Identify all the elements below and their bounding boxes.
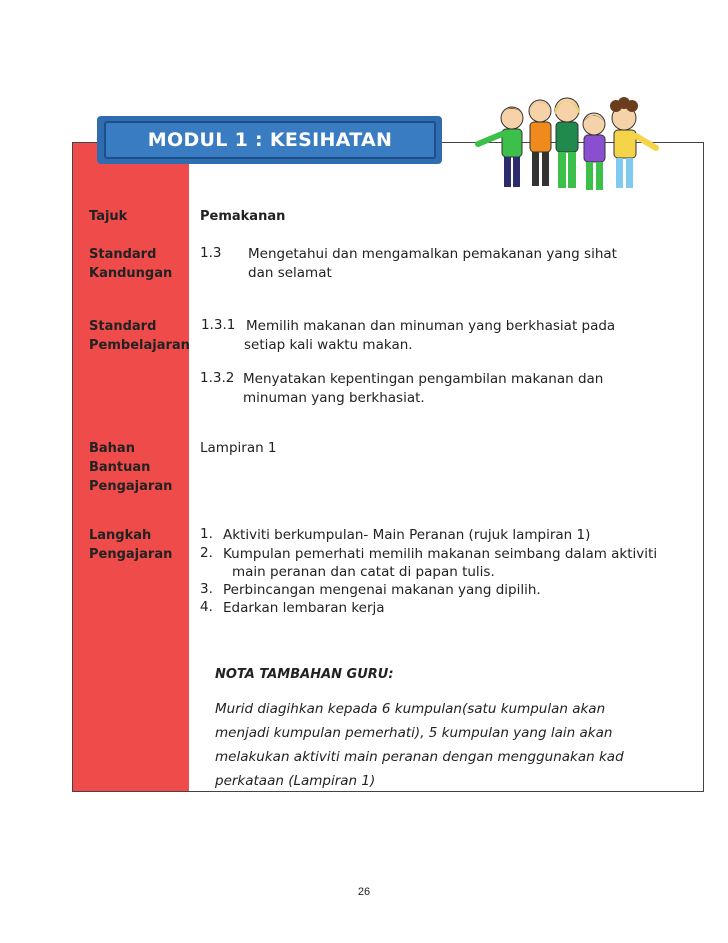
- label-bahan-1: Bahan: [89, 441, 135, 456]
- child-figure: [610, 97, 656, 188]
- label-bahan-2: Bantuan: [89, 460, 151, 475]
- standard-kandungan-text-1: Mengetahui dan mengamalkan pemakanan yang sihat: [248, 246, 617, 262]
- value-tajuk: Pemakanan: [200, 209, 286, 224]
- sp-item-line2: minuman yang berkhasiat.: [243, 390, 425, 406]
- label-standard-pembelajaran-1: Standard: [89, 319, 157, 334]
- label-standard-kandungan-2: Kandungan: [89, 266, 173, 281]
- step-text-continued: main peranan dan catat di papan tulis.: [232, 564, 495, 580]
- note-line: perkataan (Lampiran 1): [215, 773, 376, 789]
- note-line: melakukan aktiviti main peranan dengan menggunakan kad: [215, 749, 624, 765]
- step-number: 1.: [200, 526, 213, 542]
- sp-item-number: 1.3.2: [200, 370, 235, 386]
- step-number: 3.: [200, 581, 213, 597]
- sp-item-line1: Menyatakan kepentingan pengambilan makanan dan: [243, 371, 604, 387]
- label-langkah-1: Langkah: [89, 528, 152, 543]
- page-number: 26: [357, 886, 371, 898]
- sp-item-line2: setiap kali waktu makan.: [244, 337, 413, 353]
- step-text: Edarkan lembaran kerja: [223, 600, 385, 616]
- module-title: MODUL 1 : KESIHATAN FIZIKAL: [147, 129, 393, 189]
- sp-item-number: 1.3.1: [201, 317, 236, 333]
- step-number: 2.: [200, 545, 213, 561]
- standard-kandungan-number: 1.3: [200, 245, 222, 261]
- note-line: menjadi kumpulan pemerhati), 5 kumpulan yang lain akan: [215, 725, 613, 741]
- value-bahan: Lampiran 1: [200, 440, 277, 456]
- step-text: Aktiviti berkumpulan- Main Peranan (rujuk lampiran 1): [223, 527, 591, 543]
- step-text: Kumpulan pemerhati memilih makanan seimbang dalam aktiviti: [223, 546, 658, 562]
- label-langkah-2: Pengajaran: [89, 547, 173, 562]
- step-text: Perbincangan mengenai makanan yang dipilih.: [223, 582, 541, 598]
- label-tajuk: Tajuk: [89, 209, 128, 224]
- child-figure: [529, 100, 551, 186]
- sp-item-line1: Memilih makanan dan minuman yang berkhasiat pada: [246, 318, 616, 334]
- label-bahan-3: Pengajaran: [89, 479, 173, 494]
- standard-kandungan-text-2: dan selamat: [248, 265, 332, 281]
- label-standard-pembelajaran-2: Pembelajaran: [89, 338, 190, 353]
- child-figure: [478, 107, 523, 187]
- label-standard-kandungan-1: Standard: [89, 247, 157, 262]
- children-illustration: [472, 96, 662, 201]
- child-figure: [583, 113, 605, 190]
- note-line: Murid diagihkan kepada 6 kumpulan(satu kumpulan akan: [215, 701, 606, 717]
- note-heading: NOTA TAMBAHAN GURU:: [215, 667, 394, 682]
- step-number: 4.: [200, 599, 213, 615]
- child-figure: [555, 98, 580, 188]
- module-frame: [72, 142, 704, 792]
